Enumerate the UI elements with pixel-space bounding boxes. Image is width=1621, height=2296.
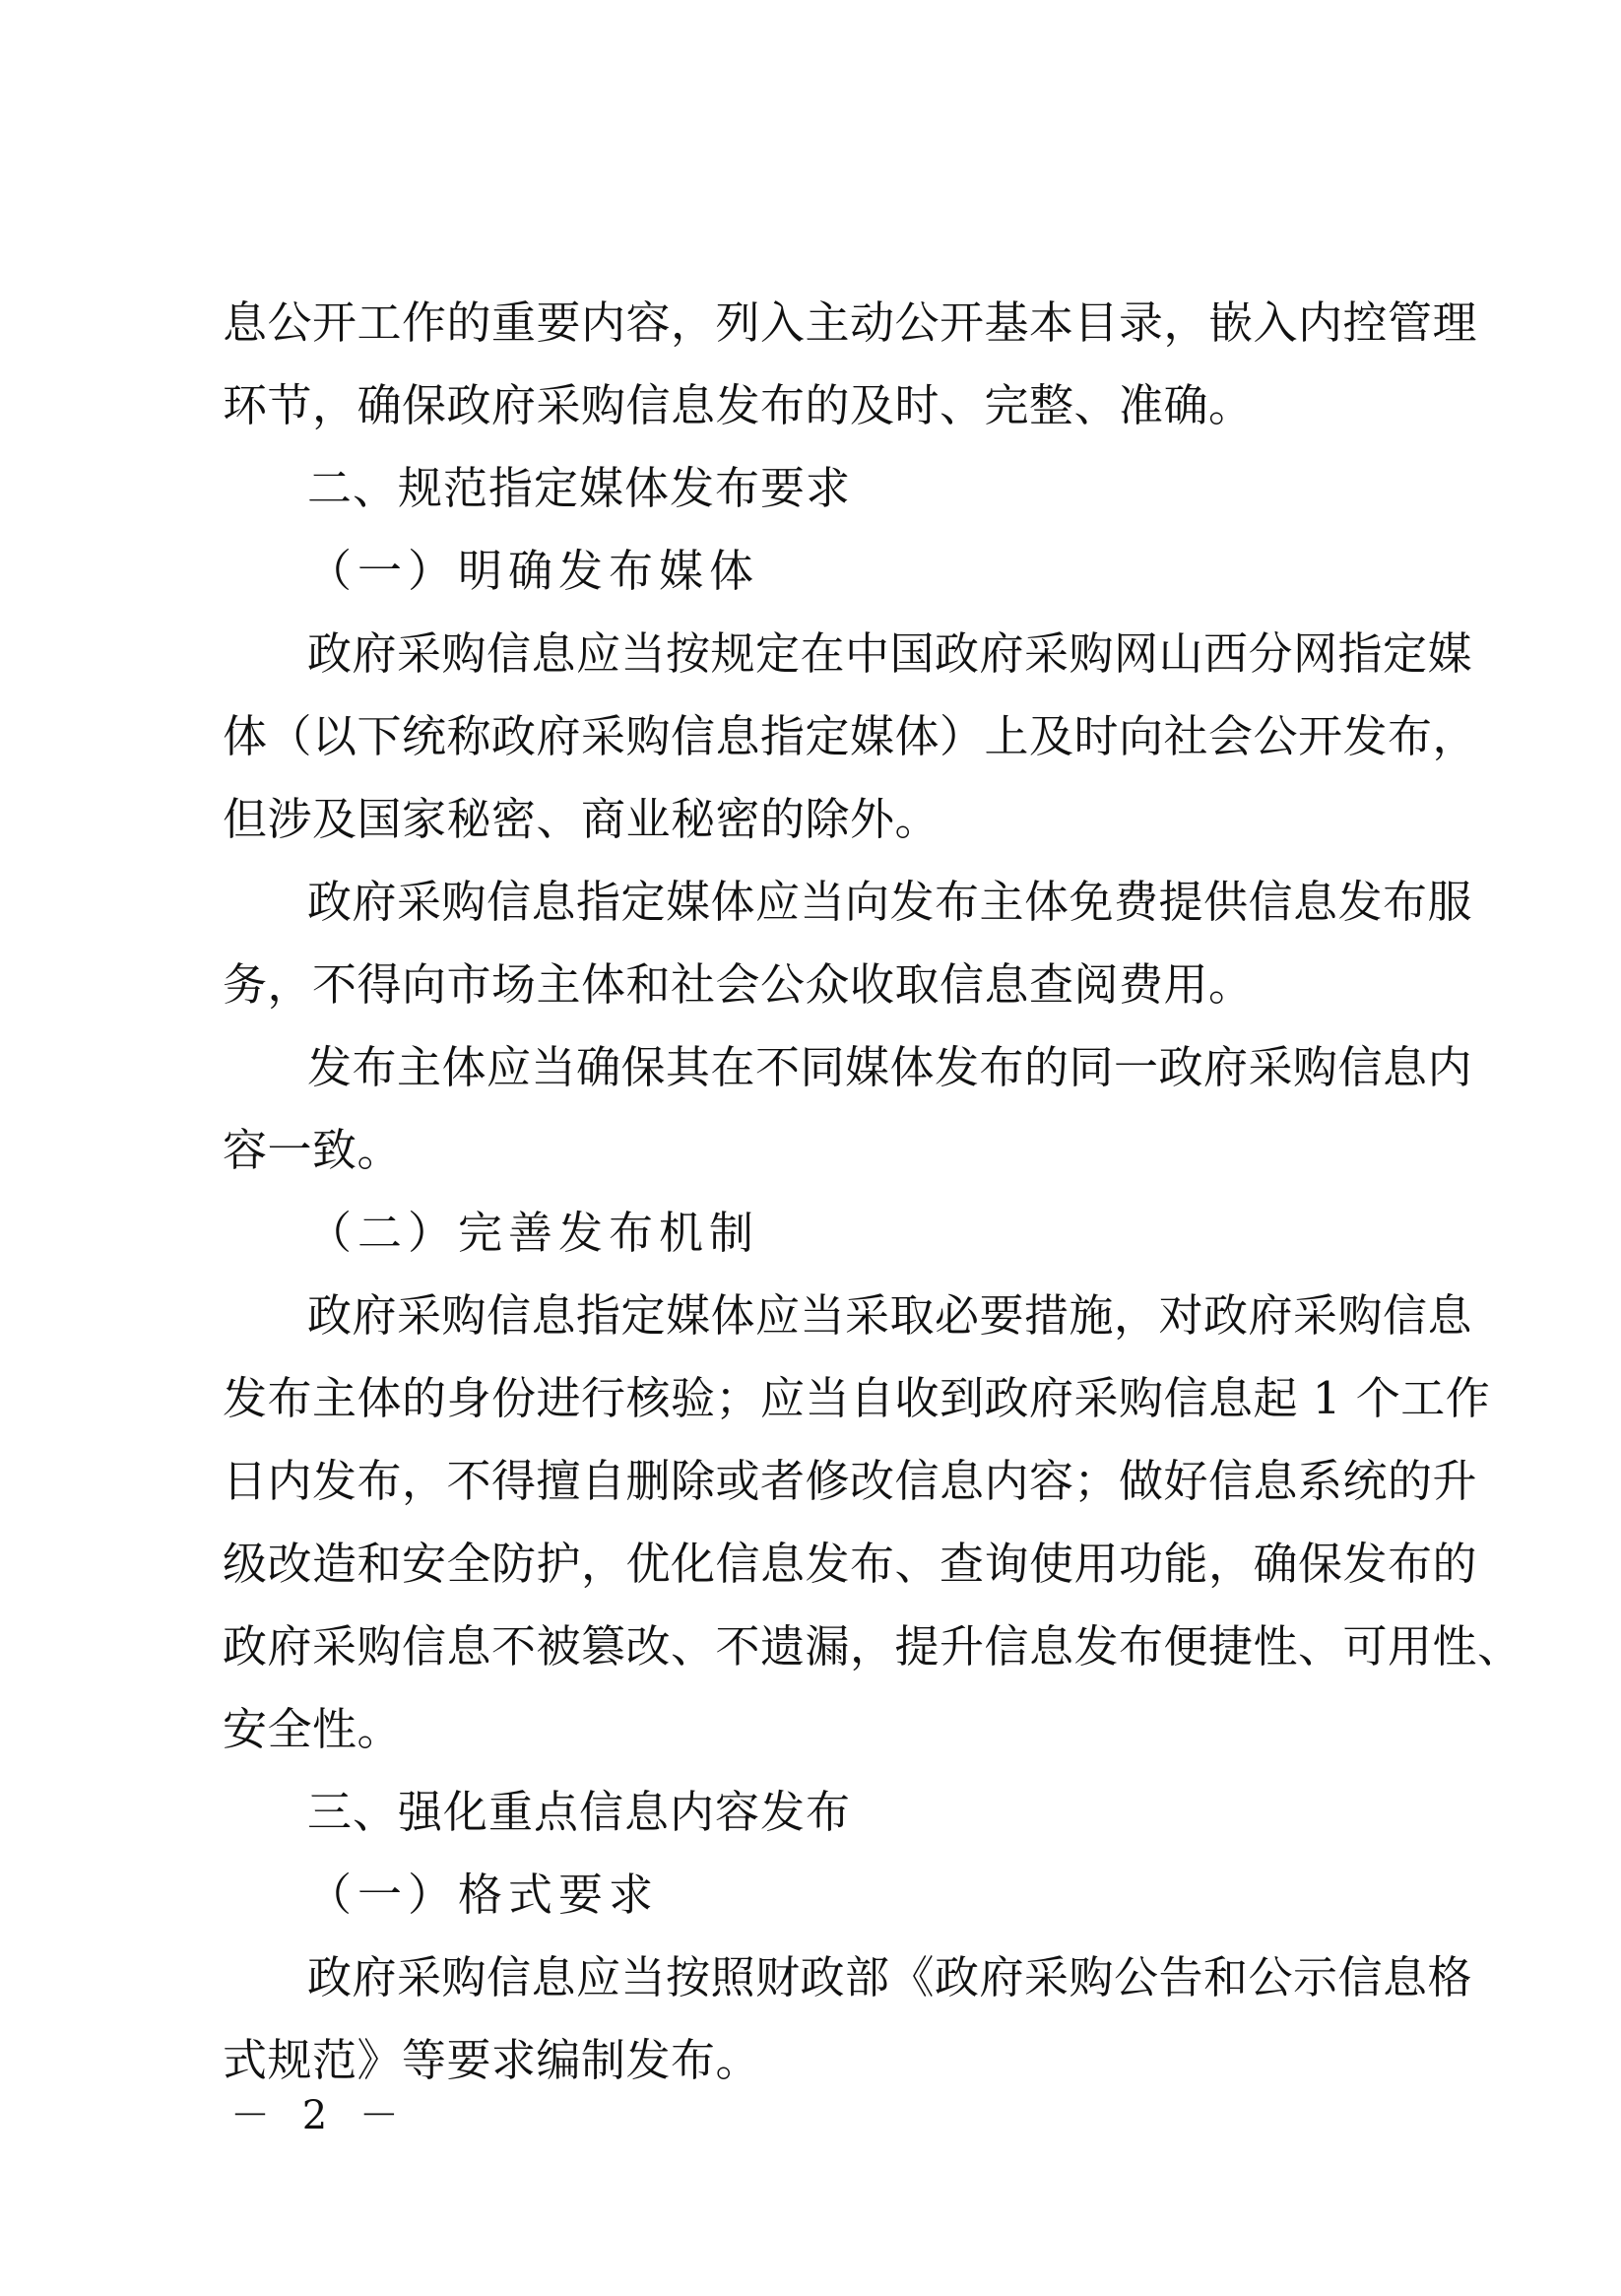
- section-heading: 二、规范指定媒体发布要求: [307, 462, 852, 514]
- paragraph-line: 政府采购信息指定媒体应当向发布主体免费提供信息发布服: [307, 876, 1473, 928]
- section-heading: 三、强化重点信息内容发布: [307, 1786, 852, 1838]
- paragraph-line: 政府采购信息不被篡改、不遗漏，提升信息发布便捷性、可用性、: [223, 1620, 1523, 1673]
- subsection-heading: （一）格式要求: [307, 1869, 660, 1921]
- paragraph-line: 体（以下统称政府采购信息指定媒体）上及时向社会公开发布，: [223, 710, 1478, 762]
- paragraph-line: 级改造和安全防护，优化信息发布、查询使用功能，确保发布的: [223, 1538, 1478, 1590]
- page-number: － 2 －: [230, 2093, 409, 2138]
- subsection-heading: （二）完善发布机制: [307, 1207, 760, 1259]
- paragraph-line: 安全性。: [223, 1703, 403, 1755]
- paragraph-line: 日内发布，不得擅自删除或者修改信息内容；做好信息系统的升: [223, 1455, 1478, 1507]
- paragraph-line: 式规范》等要求编制发布。: [223, 2034, 761, 2086]
- paragraph-line: 环节，确保政府采购信息发布的及时、完整、准确。: [223, 379, 1254, 431]
- paragraph-line: 发布主体的身份进行核验；应当自收到政府采购信息起 1 个工作: [223, 1372, 1491, 1424]
- paragraph-line: 务，不得向市场主体和社会公众收取信息查阅费用。: [223, 958, 1254, 1011]
- paragraph-line: 政府采购信息应当按照财政部《政府采购公告和公示信息格: [307, 1951, 1473, 2003]
- paragraph-line: 政府采购信息应当按规定在中国政府采购网山西分网指定媒: [307, 627, 1473, 680]
- paragraph-line: 政府采购信息指定媒体应当采取必要措施，对政府采购信息: [307, 1289, 1473, 1342]
- subsection-heading: （一）明确发布媒体: [307, 545, 760, 597]
- paragraph-line: 发布主体应当确保其在不同媒体发布的同一政府采购信息内: [307, 1041, 1473, 1093]
- paragraph-line: 但涉及国家秘密、商业秘密的除外。: [223, 793, 940, 845]
- paragraph-line: 容一致。: [223, 1124, 403, 1176]
- paragraph-line: 息公开工作的重要内容，列入主动公开基本目录，嵌入内控管理: [223, 296, 1478, 349]
